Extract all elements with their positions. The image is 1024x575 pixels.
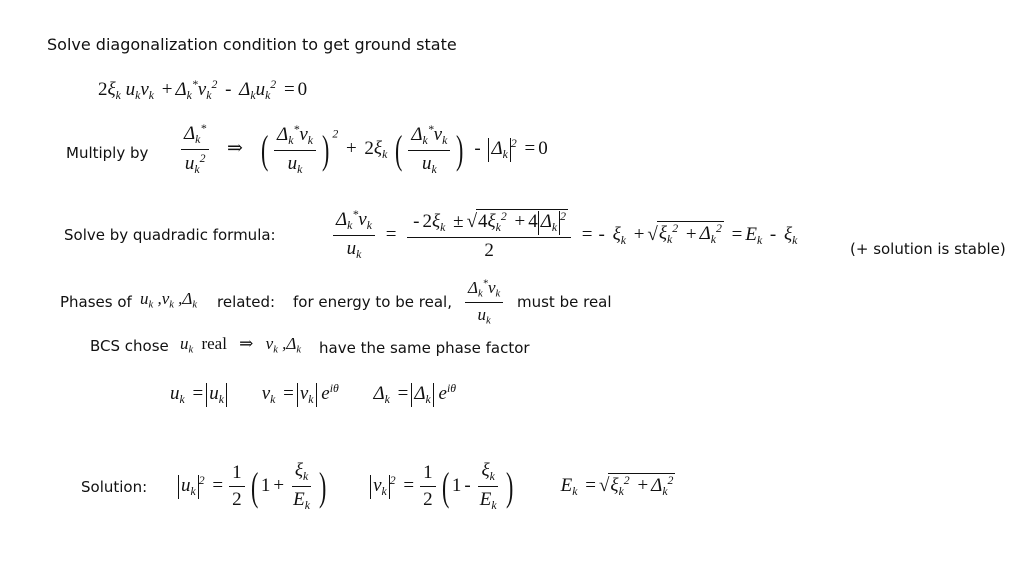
phase-equations: $u_k = u_k$ $v_k = v_k$ $e^{i\theta}$ $\Delta_k = \Delta_k$ $e^{i\theta}$ bbox=[170, 382, 456, 407]
solution-label: Solution: bbox=[81, 478, 148, 496]
solution-equations: $u_k^2$ = $\frac{1}{2}$ ( 1 + $\frac{\xi_k}{E_k}$ ) $v_k^2$ = $\frac{1}{2}$ ( 1 - $\frac{\xi_k}{E_k}$ ) $E_k = √\xi_k^2 + \Delta_k^2$ bbox=[178, 460, 675, 513]
quadratic-equation: $\frac{\Delta_k^*v_k}{u_k}$ = $\frac{- 2\xi_k \pm √4\xi_k^2 + 4 \Delta_k^2}{2}$ = - $\xi_k + √\xi_k^2 + \Delta_k^2 = E_k - \xi_k$ bbox=[330, 208, 797, 262]
energy-label: for energy to be real, bbox=[293, 293, 452, 311]
related-label: related: bbox=[217, 293, 276, 311]
phases-label: Phases of bbox=[60, 293, 132, 311]
quadratic-label: Solve by quadradic formula: bbox=[64, 226, 276, 244]
diagonalization-equation: $2\xi_k$ $u_kv_k + \Delta_k^*v_k^2 - \Delta_ku_k^2 = 0$ bbox=[98, 78, 308, 103]
real-word: real bbox=[201, 334, 227, 353]
bcs-label: BCS chose bbox=[90, 337, 169, 355]
must-real-label: must be real bbox=[517, 293, 612, 311]
bcs-choice: $u_k$ real ⇒ $v_k$ $,\Delta_k$ bbox=[180, 334, 302, 356]
same-phase-label: have the same phase factor bbox=[319, 339, 530, 357]
stable-note: (+ solution is stable) bbox=[850, 240, 1006, 258]
multiply-equation: $\frac{\Delta_k^*}{u_k^2}$ ⇒ ( $\frac{\Delta_k^*v_k}{u_k}$ ) $^2 + 2\xi_k$ ( $\frac{\Delta_k^*v_k}{u_k}$ ) - $\Delta_k^2 = 0$ bbox=[178, 122, 548, 177]
slide-heading: Solve diagonalization condition to get ground state bbox=[47, 35, 457, 54]
phases-variables: $u_k$ $,v_k$ $,\Delta_k$ bbox=[140, 289, 198, 311]
phase-ratio: $\frac{\Delta_k^*v_k}{u_k}$ bbox=[462, 278, 506, 326]
multiply-label: Multiply by bbox=[66, 144, 149, 162]
